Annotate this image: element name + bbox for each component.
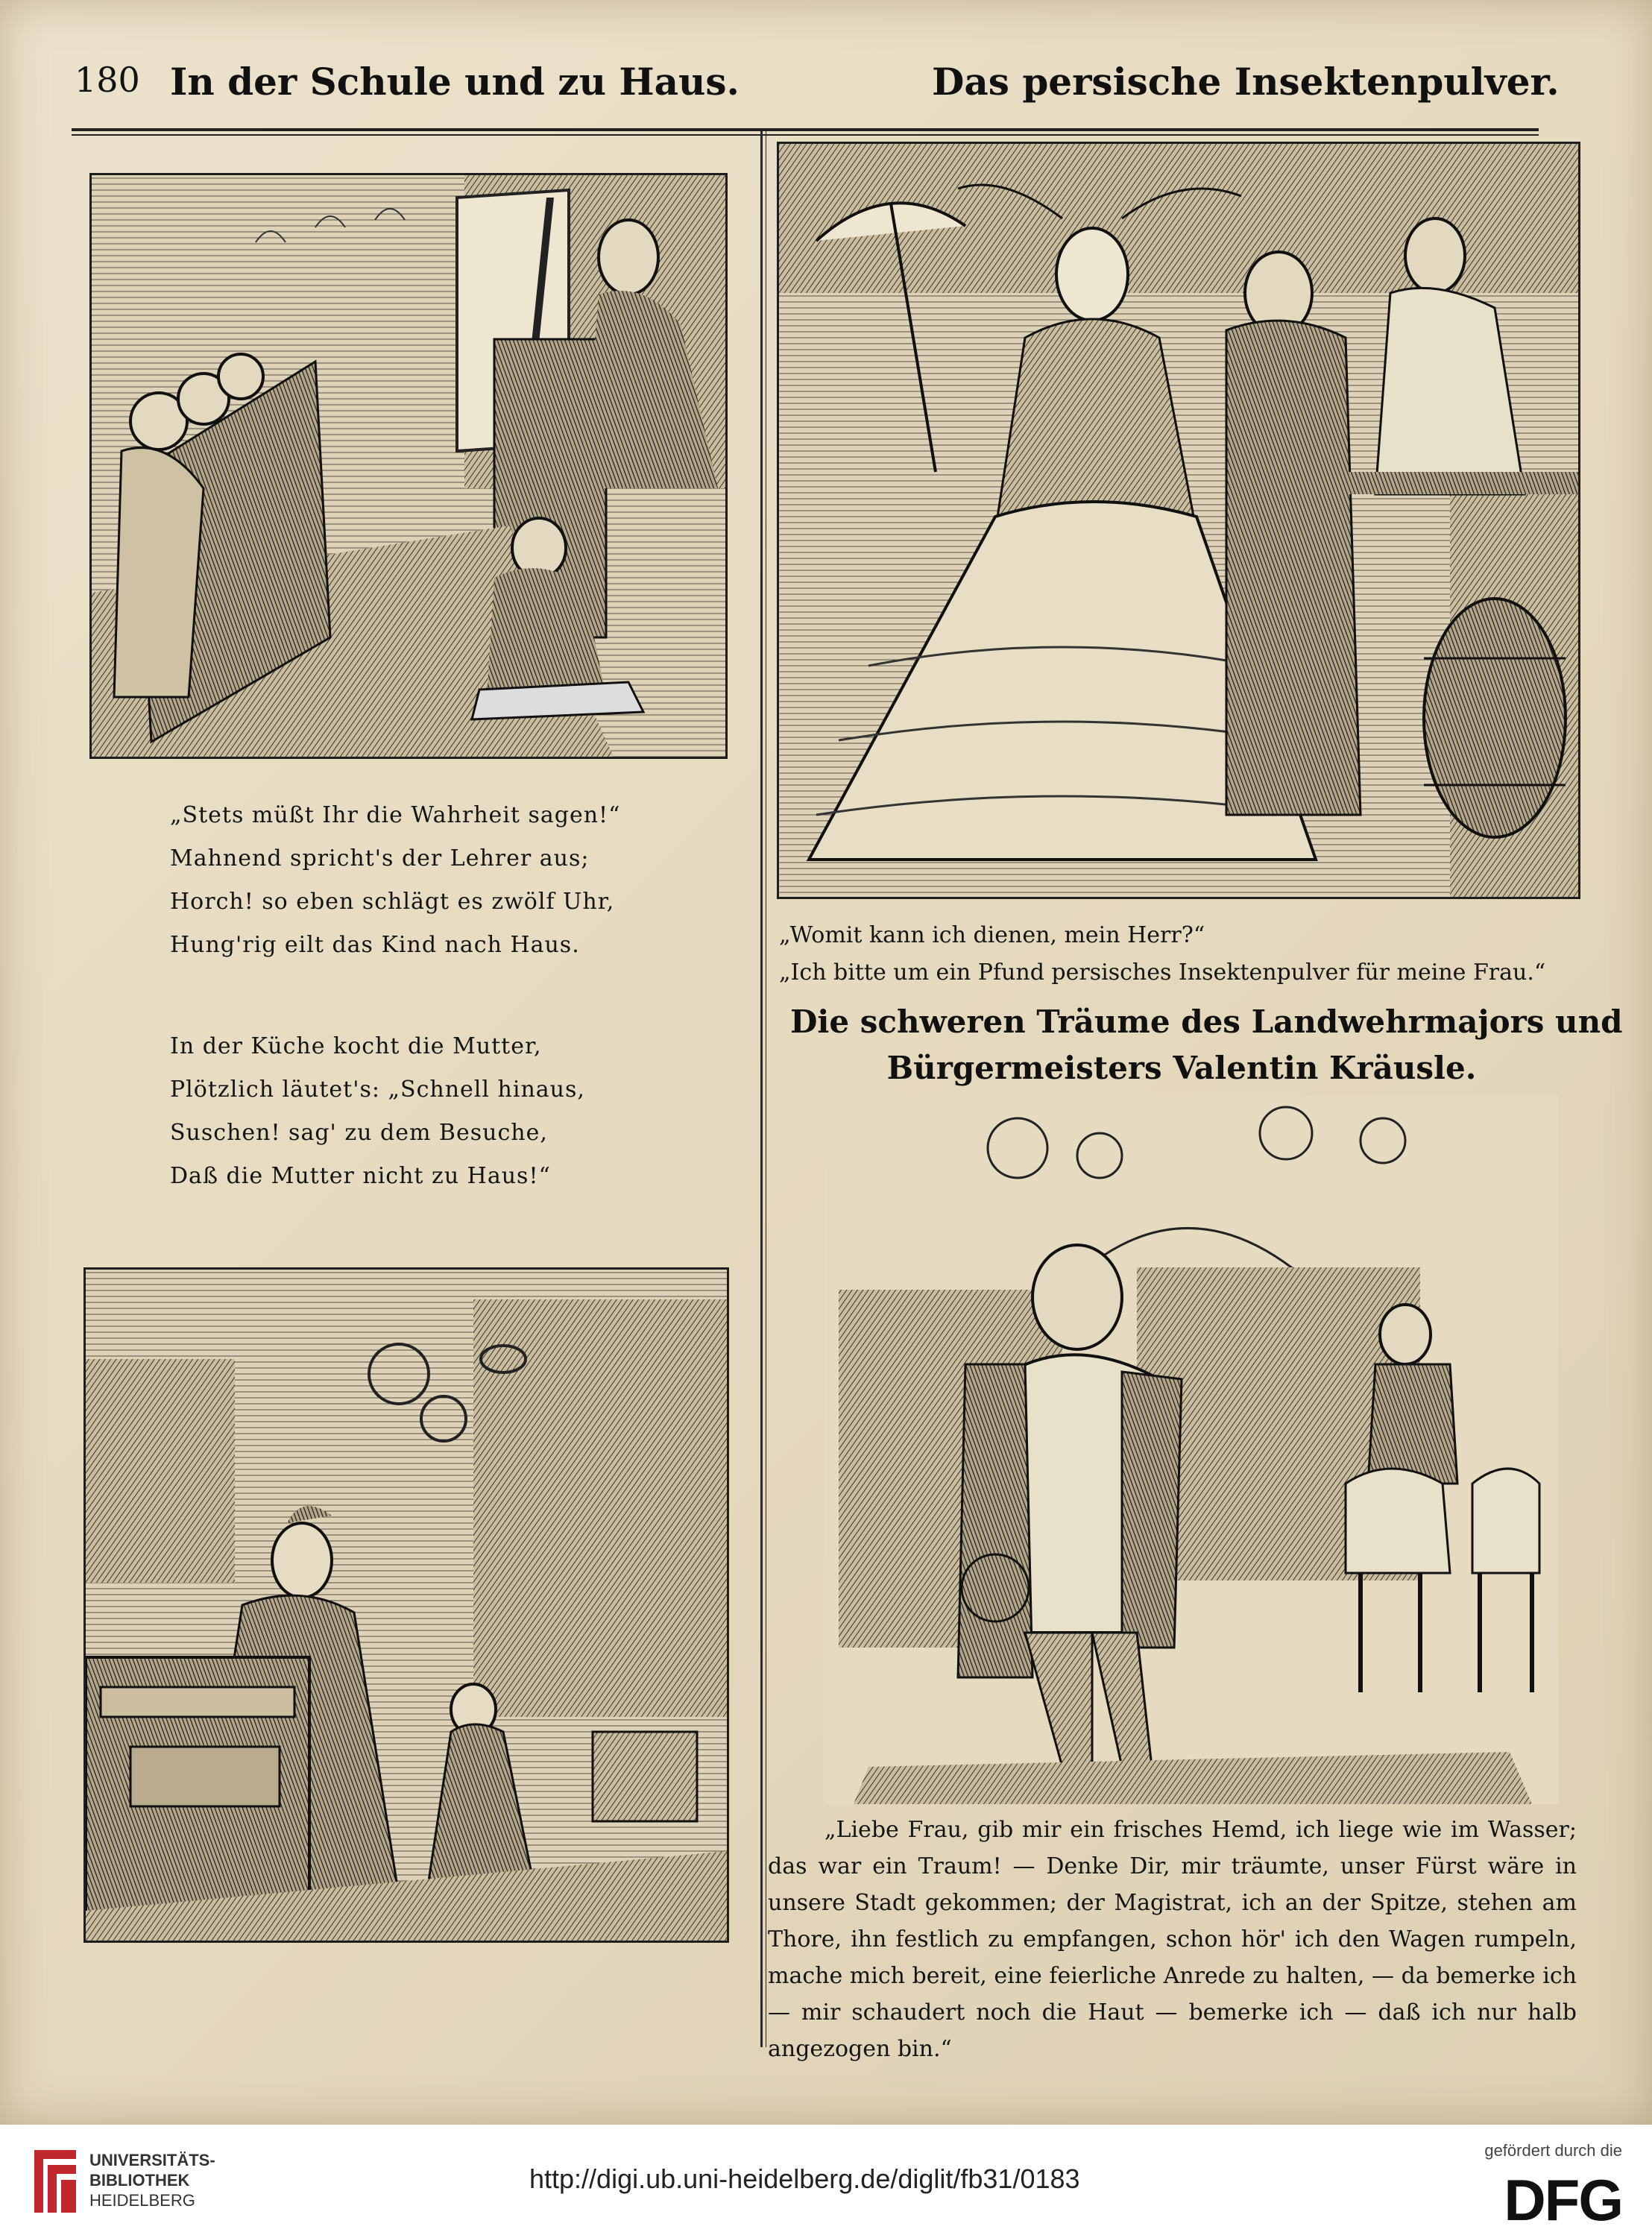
school-classroom-engraving — [92, 175, 725, 757]
ub-heidelberg-logo-icon — [30, 2144, 81, 2219]
header-rule — [72, 128, 1539, 131]
caption-line: „Ich bitte um ein Pfund persisches Insektenpulver für meine Frau.“ — [779, 959, 1546, 986]
mayor-dream-engraving — [824, 1096, 1558, 1804]
verse-line: Hung'rig eilt das Kind nach Haus. — [170, 932, 580, 958]
dream-prose — [768, 1812, 1577, 2067]
verse-line: Plötzlich läutet's: „Schnell hinaus, — [170, 1077, 585, 1103]
kitchen-illustration — [83, 1267, 729, 1943]
left-section-title: In der Schule und zu Haus. — [170, 60, 740, 104]
dfg-logo: DFG — [1504, 2167, 1622, 2233]
verse-line: Daß die Mutter nicht zu Haus!“ — [170, 1163, 551, 1189]
prose-paragraph: „Liebe Frau, gib mir ein frisches Hemd, ich liege wie im Wasser; das war ein Traum! — Denke Dir, mir träumte, unser Fürst wäre in unsere Stadt gekommen; der Magistrat, ich an der Spitze, stehen am Thore, ihn festlich zu empfangen, schon hör' ich den Wagen rumpeln, mache mich bereit, eine feierliche Anrede zu halten, — da bemerke ich — mir schaudert noch die Haut — bemerke ich — daß ich nur halb angezogen bin.“ — [768, 1817, 1577, 2062]
school-classroom-illustration — [89, 173, 728, 759]
funded-by-label: gefördert durch die — [1484, 2141, 1622, 2160]
insect-lady-shop-engraving — [779, 144, 1578, 897]
shop-caption — [779, 917, 1584, 992]
caption-line: „Womit kann ich dienen, mein Herr?“ — [779, 922, 1205, 948]
right-section-title: Das persische Insektenpulver. — [932, 60, 1560, 104]
title-line: Die schweren Träume des Landwehrmajors und — [790, 1003, 1623, 1040]
insect-powder-illustration — [777, 142, 1580, 899]
digitization-footer — [0, 2125, 1652, 2238]
dream-section-title — [790, 999, 1623, 1091]
library-name-line: HEIDELBERG — [89, 2191, 195, 2210]
kitchen-scene-engraving — [86, 1270, 727, 1941]
verse-two — [170, 1025, 585, 1198]
header-rule-thin — [72, 134, 1539, 136]
library-name-line: BIBLIOTHEK — [89, 2171, 190, 2190]
column-divider — [760, 131, 763, 2047]
source-url-link[interactable]: http://digi.ub.uni-heidelberg.de/diglit/fb31/0183 — [529, 2163, 1080, 2194]
verse-line: Suschen! sag' zu dem Besuche, — [170, 1120, 548, 1146]
verse-line: Horch! so eben schlägt es zwölf Uhr, — [170, 889, 615, 915]
verse-line: In der Küche kocht die Mutter, — [170, 1033, 542, 1059]
page-number: 180 — [75, 60, 140, 100]
library-name-line: UNIVERSITÄTS- — [89, 2151, 215, 2169]
library-name — [89, 2150, 215, 2210]
verse-line: „Stets müßt Ihr die Wahrheit sagen!“ — [170, 802, 621, 828]
verse-one — [170, 794, 620, 967]
mayor-dream-illustration — [824, 1096, 1558, 1804]
title-line: Bürgermeisters Valentin Kräusle. — [886, 1050, 1477, 1086]
verse-line: Mahnend spricht's der Lehrer aus; — [170, 845, 590, 871]
